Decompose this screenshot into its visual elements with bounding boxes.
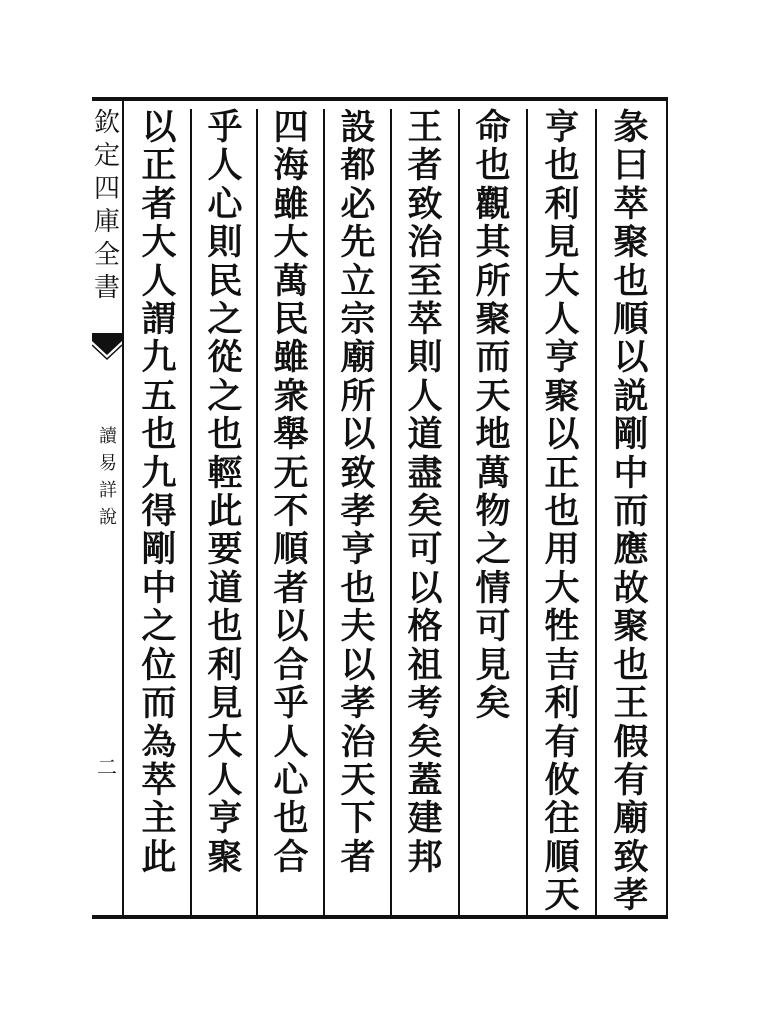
column-text: 亨也利見大人亨聚以正也用大牲吉利有攸往順天	[544, 107, 580, 917]
column-text: 設都必先立宗廟所以致孝亨也夫以孝治天下者	[340, 107, 376, 878]
column-text: 命也觀其所聚而天地萬物之情可見矣	[475, 107, 511, 725]
page-spine	[92, 101, 124, 915]
column-text: 乎人心則民之從之也輕此要道也利見大人亨聚	[207, 107, 243, 878]
book-title: 欽定四庫全書	[93, 108, 120, 303]
text-column-5	[325, 109, 391, 915]
text-column-1	[598, 109, 664, 915]
text-column-4	[392, 109, 458, 915]
fishtail-ornament-icon	[92, 341, 122, 371]
column-divider	[526, 109, 528, 915]
column-text: 彖曰萃聚也順以説剛中而應故聚也王假有廟致孝	[613, 107, 649, 917]
spine-fishtail-bar	[92, 333, 122, 341]
column-text: 以正者大人謂九五也九得剛中之位而為萃主此	[141, 107, 177, 878]
column-text: 王者致治至萃則人道盡矣可以格祖考矣蓋建邦	[407, 107, 443, 878]
chapter-title: 讀易詳說	[99, 426, 117, 528]
column-text: 四海雖大萬民雖衆舉无不順者以合乎人心也合	[273, 107, 309, 878]
column-divider	[595, 109, 597, 915]
text-column-6	[258, 109, 324, 915]
text-column-7	[192, 109, 258, 915]
text-column-8	[126, 109, 192, 915]
text-column-2	[529, 109, 595, 915]
page-number: 二	[97, 755, 117, 779]
text-column-3	[460, 109, 526, 915]
